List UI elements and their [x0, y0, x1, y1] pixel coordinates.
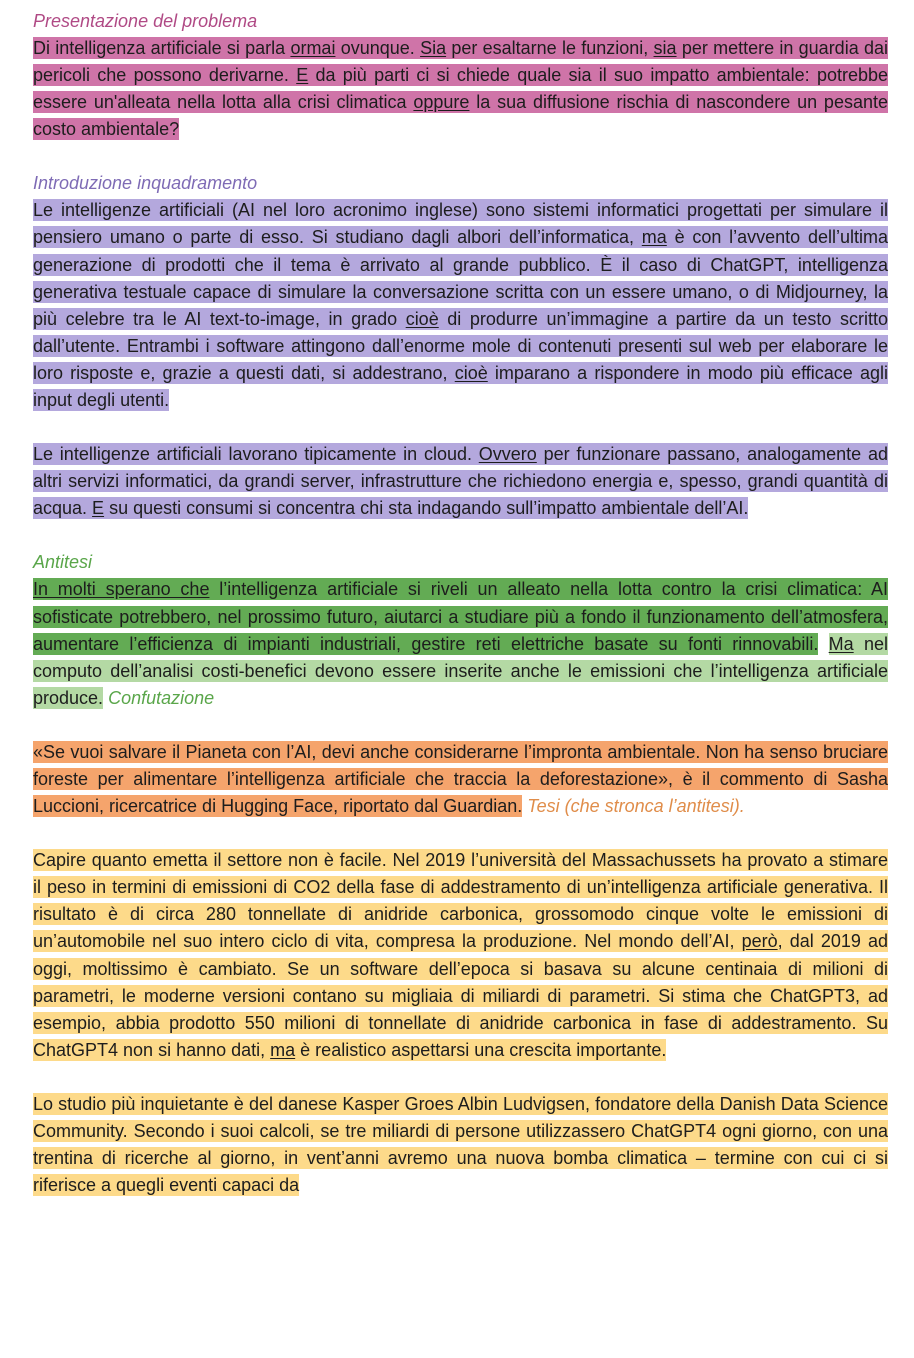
section-label-problema: Presentazione del problema: [33, 11, 258, 31]
underlined-connective: ormai: [290, 38, 336, 58]
underlined-connective: E: [92, 498, 105, 519]
paragraph-antitesi: [33, 576, 888, 711]
highlight-cloud: [33, 443, 888, 519]
text-run: per mettere in guardia dai pericoli che possono derivarne.: [33, 38, 888, 86]
underlined-connective: oppure: [413, 92, 470, 113]
spacer: [33, 820, 888, 847]
text-run: da più parti ci si chiede quale sia il suo impatto ambientale: potrebbe essere un'alleata nella lotta alla crisi climatica: [33, 65, 889, 113]
spacer: [33, 522, 888, 549]
text-run: di produrre un’immagine a partire da un testo scritto dall’utente. Entrambi i software attingono dall’enorme mole di contenuti presenti sul web per elaborare le loro risposte e, grazie a questi dati, si addestrano,: [33, 308, 888, 383]
underlined-connective: Ovvero: [478, 444, 537, 465]
underlined-connective: E: [296, 65, 309, 86]
underlined-connective: In molti sperano che: [33, 579, 210, 600]
underlined-connective: ma: [641, 227, 667, 248]
text-run: ovunque.: [335, 38, 421, 58]
tag-tesi: Tesi (che stronca l’antitesi).: [527, 796, 745, 817]
underlined-connective: Sia: [420, 38, 447, 58]
paragraph-inquadramento: [33, 197, 888, 414]
section-label-antitesi: Antitesi: [33, 552, 93, 573]
highlight-emissioni: [33, 849, 888, 1061]
paragraph-emissioni: [33, 847, 888, 1064]
text-run: la sua diffusione rischia di nascondere un pesante costo ambientale?: [33, 92, 888, 140]
text-run: per esaltarne le funzioni,: [446, 38, 654, 58]
highlight-problema: [33, 37, 888, 140]
paragraph-tesi: [33, 739, 888, 820]
text-run: Le intelligenze artificiali (AI nel loro acronimo inglese) sono sistemi informatici progettati per simulare il pensiero umano o parte di esso. Si studiano dagli albori dell’informatica,: [33, 200, 888, 248]
text-run: l’intelligenza artificiale si riveli un alleato nella lotta contro la crisi climatica: AI sofisticate potrebbero, nel prossimo futuro, aiutarci a studiare più a fondo il funzionamento dell’atmosfera, aumentare l’efficienza di impianti industriali, gestire reti elettriche basate su fonti rinnovabili.: [33, 579, 888, 654]
paragraph-cloud: [33, 441, 888, 522]
underlined-connective: però: [741, 931, 778, 952]
text-run: nel computo dell’analisi costi-benefici devono essere inserite anche le emissioni che l’intelligenza artificiale produce.: [33, 633, 888, 708]
paragraph-problema: [33, 35, 888, 143]
highlight-studio: Lo studio più inquietante è del danese Kasper Groes Albin Ludvigsen, fondatore della Danish Data Science Community. Secondo i suoi calcoli, se tre miliardi di persone utilizzassero ChatGPT4 ogni giorno, con una trentina di ricerche al giorno, in vent’anni avremo una nuova bomba climatica – termine con cui ci si riferisce a quegli eventi capaci da: [33, 1093, 888, 1196]
underlined-connective: sia: [653, 38, 677, 58]
highlight-inquadramento: [33, 199, 888, 411]
highlight-tesi: «Se vuoi salvare il Pianeta con l’AI, devi anche considerarne l’impronta ambientale. Non ha senso bruciare foreste per alimentare l’intelligenza artificiale che traccia la deforestazione», è il commento di Sasha Luccioni, ricercatrice di Hugging Face, riportato dal Guardian.: [33, 741, 888, 817]
underlined-connective: ma: [270, 1039, 296, 1060]
section-label-inquadramento: Introduzione inquadramento: [33, 173, 258, 194]
spacer: [33, 414, 888, 441]
spacer: [33, 1064, 888, 1091]
tag-confutazione: Confutazione: [108, 687, 215, 708]
spacer: [33, 712, 888, 739]
spacer: [33, 143, 888, 170]
underlined-connective: cioè: [454, 362, 488, 383]
text-run: per funzionare passano, analogamente ad altri servizi informatici, da grandi server, infrastrutture che richiedono energia e, spesso, grandi quantità di acqua.: [33, 444, 888, 519]
text-run: Le intelligenze artificiali lavorano tipicamente in cloud.: [33, 444, 479, 465]
text-run: imparano a rispondere in modo più efficace agli input degli utenti.: [33, 362, 888, 411]
text-run: Di intelligenza artificiale si parla: [33, 38, 291, 58]
highlight-antitesi: [33, 578, 888, 654]
text-run: è realistico aspettarsi una crescita importante.: [295, 1039, 667, 1060]
text-run: Capire quanto emetta il settore non è facile. Nel 2019 l’università del Massachussets ha provato a stimare il peso in termini di emissioni di CO2 della fase di addestramento di un’intelligenza artificiale generativa. Il risultato è di circa 280 tonnellate di anidride carbonica, grossomodo cinque volte le emissioni di un’automobile nel suo intero ciclo di vita, compresa la produzione. Nel mondo dell’AI,: [33, 850, 888, 952]
text-run: su questi consumi si concentra chi sta indagando sull’impatto ambientale dell’AI.: [104, 498, 749, 519]
underlined-connective: cioè: [405, 308, 439, 329]
text-run: , dal 2019 ad oggi, moltissimo è cambiato. Se un software dell’epoca si basava su alcune centinaia di milioni di parametri, le moderne versioni contano su migliaia di miliardi di parametri. Si stima che ChatGPT3, ad esempio, abbia prodotto 550 milioni di tonnellate di anidride carbonica in fase di addestramento. Su ChatGPT4 non si hanno dati,: [33, 931, 888, 1060]
underlined-connective: Ma: [828, 633, 854, 654]
text-run: è con l’avvento dell’ultima generazione di prodotti che il tema è arrivato al grande pubblico. È il caso di ChatGPT, intelligenza generativa testuale capace di simulare la conversazione scritta con un essere umano, o di Midjourney, la più celebre tra le AI text-to-image, in grado: [33, 227, 888, 329]
paragraph-studio: [33, 1091, 888, 1199]
